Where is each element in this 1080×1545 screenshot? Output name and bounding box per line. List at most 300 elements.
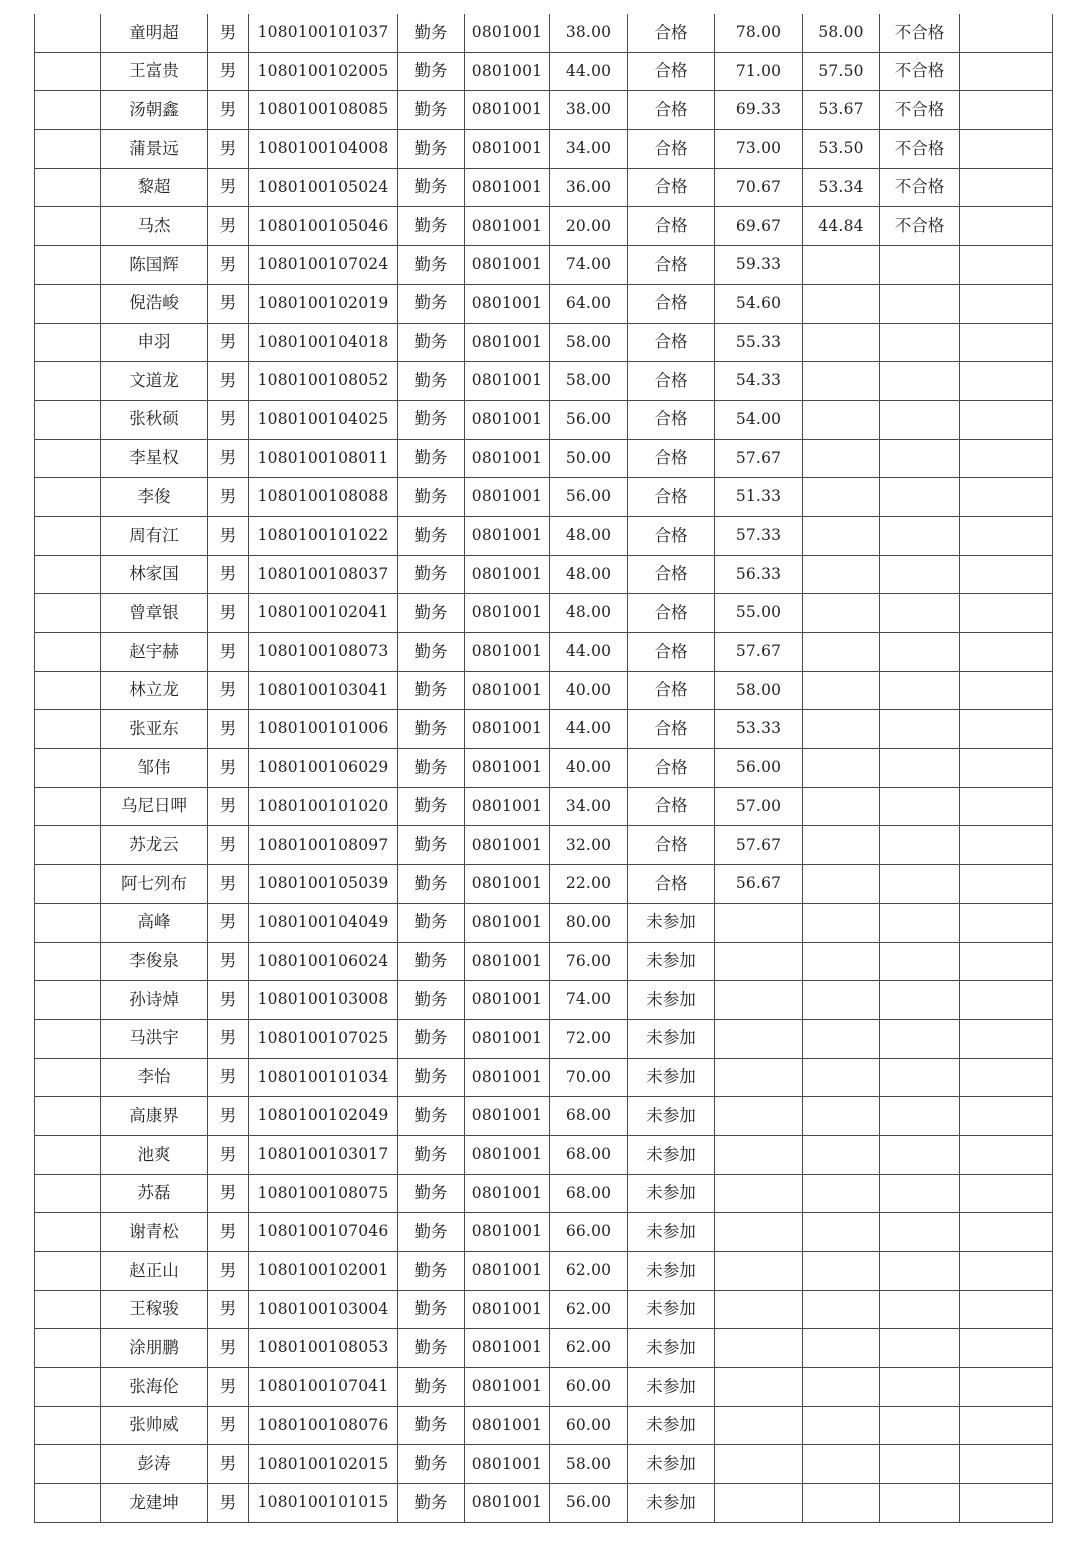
table-row [35, 1097, 1053, 1136]
total-score-cell [803, 1252, 880, 1291]
row-index-cell [35, 400, 101, 439]
final-result-cell [880, 1329, 960, 1368]
interview-score-cell [715, 1019, 803, 1058]
position-cell: 勤务 [398, 1058, 465, 1097]
candidate-name-cell: 张帅威 [101, 1406, 208, 1445]
exam-id-cell: 1080100108052 [249, 362, 398, 401]
total-score-cell [803, 1368, 880, 1407]
physical-result-cell: 合格 [628, 439, 715, 478]
table-row [35, 1290, 1053, 1329]
physical-result-cell: 未参加 [628, 1484, 715, 1523]
table-row [35, 1135, 1053, 1174]
table-row [35, 130, 1053, 169]
final-result-cell: 不合格 [880, 207, 960, 246]
gender-cell: 男 [208, 981, 249, 1020]
remark-cell [960, 1213, 1053, 1252]
position-code-cell: 0801001 [465, 594, 550, 633]
final-result-cell [880, 1058, 960, 1097]
remark-cell [960, 1484, 1053, 1523]
remark-cell [960, 168, 1053, 207]
gender-cell: 男 [208, 710, 249, 749]
position-code-cell: 0801001 [465, 787, 550, 826]
table-row [35, 1329, 1053, 1368]
physical-result-cell: 未参加 [628, 1058, 715, 1097]
interview-score-cell [715, 1406, 803, 1445]
table-row [35, 1252, 1053, 1291]
remark-cell [960, 323, 1053, 362]
candidate-name-cell: 王富贵 [101, 52, 208, 91]
gender-cell: 男 [208, 555, 249, 594]
written-score-cell: 48.00 [550, 516, 628, 555]
physical-result-cell: 合格 [628, 671, 715, 710]
table-row [35, 749, 1053, 788]
candidate-name-cell: 张亚东 [101, 710, 208, 749]
final-result-cell [880, 400, 960, 439]
position-cell: 勤务 [398, 478, 465, 517]
remark-cell [960, 1058, 1053, 1097]
remark-cell [960, 594, 1053, 633]
position-cell: 勤务 [398, 1445, 465, 1484]
position-code-cell: 0801001 [465, 168, 550, 207]
position-cell: 勤务 [398, 1368, 465, 1407]
written-score-cell: 56.00 [550, 1484, 628, 1523]
table-row [35, 903, 1053, 942]
interview-score-cell [715, 1445, 803, 1484]
written-score-cell: 58.00 [550, 1445, 628, 1484]
interview-score-cell: 57.67 [715, 826, 803, 865]
candidate-name-cell: 曾章银 [101, 594, 208, 633]
final-result-cell [880, 1445, 960, 1484]
final-result-cell [880, 826, 960, 865]
physical-result-cell: 未参加 [628, 1019, 715, 1058]
table-row [35, 400, 1053, 439]
row-index-cell [35, 1252, 101, 1291]
row-index-cell [35, 1445, 101, 1484]
written-score-cell: 60.00 [550, 1406, 628, 1445]
table-row [35, 1174, 1053, 1213]
written-score-cell: 36.00 [550, 168, 628, 207]
remark-cell [960, 91, 1053, 130]
position-cell: 勤务 [398, 207, 465, 246]
remark-cell [960, 1368, 1053, 1407]
position-cell: 勤务 [398, 14, 465, 52]
remark-cell [960, 671, 1053, 710]
exam-id-cell: 1080100102001 [249, 1252, 398, 1291]
interview-score-cell [715, 1290, 803, 1329]
row-index-cell [35, 323, 101, 362]
written-score-cell: 70.00 [550, 1058, 628, 1097]
position-cell: 勤务 [398, 1290, 465, 1329]
row-index-cell [35, 671, 101, 710]
position-cell: 勤务 [398, 1213, 465, 1252]
exam-id-cell: 1080100104049 [249, 903, 398, 942]
interview-score-cell: 56.67 [715, 865, 803, 904]
exam-id-cell: 1080100102019 [249, 284, 398, 323]
row-index-cell [35, 168, 101, 207]
position-code-cell: 0801001 [465, 1290, 550, 1329]
candidate-name-cell: 邹伟 [101, 749, 208, 788]
gender-cell: 男 [208, 633, 249, 672]
candidate-name-cell: 王稼骏 [101, 1290, 208, 1329]
position-cell: 勤务 [398, 1484, 465, 1523]
candidate-name-cell: 张秋硕 [101, 400, 208, 439]
table-row [35, 942, 1053, 981]
position-code-cell: 0801001 [465, 362, 550, 401]
remark-cell [960, 1329, 1053, 1368]
table-row [35, 168, 1053, 207]
gender-cell: 男 [208, 942, 249, 981]
candidate-name-cell: 李怡 [101, 1058, 208, 1097]
candidate-name-cell: 龙建坤 [101, 1484, 208, 1523]
candidate-name-cell: 李星权 [101, 439, 208, 478]
interview-score-cell: 55.33 [715, 323, 803, 362]
candidate-name-cell: 申羽 [101, 323, 208, 362]
remark-cell [960, 284, 1053, 323]
total-score-cell: 58.00 [803, 14, 880, 52]
final-result-cell [880, 1213, 960, 1252]
remark-cell [960, 1135, 1053, 1174]
row-index-cell [35, 710, 101, 749]
row-index-cell [35, 91, 101, 130]
gender-cell: 男 [208, 52, 249, 91]
position-cell: 勤务 [398, 168, 465, 207]
position-cell: 勤务 [398, 91, 465, 130]
row-index-cell [35, 130, 101, 169]
position-code-cell: 0801001 [465, 14, 550, 52]
written-score-cell: 72.00 [550, 1019, 628, 1058]
candidate-name-cell: 彭涛 [101, 1445, 208, 1484]
remark-cell [960, 516, 1053, 555]
remark-cell [960, 246, 1053, 285]
physical-result-cell: 合格 [628, 749, 715, 788]
final-result-cell: 不合格 [880, 168, 960, 207]
interview-score-cell [715, 1252, 803, 1291]
interview-score-cell [715, 1213, 803, 1252]
physical-result-cell: 合格 [628, 516, 715, 555]
exam-id-cell: 1080100108037 [249, 555, 398, 594]
total-score-cell [803, 1058, 880, 1097]
final-result-cell [880, 284, 960, 323]
interview-score-cell: 73.00 [715, 130, 803, 169]
position-code-cell: 0801001 [465, 903, 550, 942]
gender-cell: 男 [208, 400, 249, 439]
position-cell: 勤务 [398, 246, 465, 285]
final-result-cell [880, 1290, 960, 1329]
interview-score-cell: 57.33 [715, 516, 803, 555]
written-score-cell: 80.00 [550, 903, 628, 942]
exam-id-cell: 1080100108097 [249, 826, 398, 865]
exam-id-cell: 1080100101006 [249, 710, 398, 749]
position-cell: 勤务 [398, 671, 465, 710]
final-result-cell [880, 1252, 960, 1291]
exam-id-cell: 1080100102041 [249, 594, 398, 633]
gender-cell: 男 [208, 323, 249, 362]
remark-cell [960, 981, 1053, 1020]
written-score-cell: 22.00 [550, 865, 628, 904]
gender-cell: 男 [208, 1406, 249, 1445]
position-cell: 勤务 [398, 594, 465, 633]
physical-result-cell: 合格 [628, 323, 715, 362]
position-cell: 勤务 [398, 1019, 465, 1058]
final-result-cell [880, 439, 960, 478]
row-index-cell [35, 981, 101, 1020]
remark-cell [960, 1174, 1053, 1213]
candidate-name-cell: 赵宇赫 [101, 633, 208, 672]
row-index-cell [35, 1484, 101, 1523]
exam-id-cell: 1080100107025 [249, 1019, 398, 1058]
gender-cell: 男 [208, 1368, 249, 1407]
final-result-cell [880, 1406, 960, 1445]
row-index-cell [35, 1174, 101, 1213]
physical-result-cell: 未参加 [628, 1097, 715, 1136]
interview-score-cell: 56.00 [715, 749, 803, 788]
table-row [35, 671, 1053, 710]
remark-cell [960, 942, 1053, 981]
position-cell: 勤务 [398, 1329, 465, 1368]
position-code-cell: 0801001 [465, 1406, 550, 1445]
total-score-cell [803, 246, 880, 285]
remark-cell [960, 1252, 1053, 1291]
exam-id-cell: 1080100106024 [249, 942, 398, 981]
gender-cell: 男 [208, 1252, 249, 1291]
written-score-cell: 32.00 [550, 826, 628, 865]
table-row [35, 826, 1053, 865]
gender-cell: 男 [208, 1445, 249, 1484]
interview-score-cell: 57.67 [715, 633, 803, 672]
table-row [35, 1406, 1053, 1445]
final-result-cell [880, 1097, 960, 1136]
gender-cell: 男 [208, 478, 249, 517]
position-cell: 勤务 [398, 1406, 465, 1445]
table-row [35, 1445, 1053, 1484]
row-index-cell [35, 749, 101, 788]
gender-cell: 男 [208, 439, 249, 478]
total-score-cell [803, 1174, 880, 1213]
position-cell: 勤务 [398, 323, 465, 362]
final-result-cell [880, 1368, 960, 1407]
position-code-cell: 0801001 [465, 400, 550, 439]
gender-cell: 男 [208, 1213, 249, 1252]
row-index-cell [35, 516, 101, 555]
table-row [35, 246, 1053, 285]
written-score-cell: 56.00 [550, 400, 628, 439]
remark-cell [960, 207, 1053, 246]
table-row [35, 633, 1053, 672]
written-score-cell: 68.00 [550, 1135, 628, 1174]
position-cell: 勤务 [398, 1252, 465, 1291]
candidate-name-cell: 池爽 [101, 1135, 208, 1174]
written-score-cell: 20.00 [550, 207, 628, 246]
candidate-name-cell: 林立龙 [101, 671, 208, 710]
physical-result-cell: 未参加 [628, 1445, 715, 1484]
position-code-cell: 0801001 [465, 1097, 550, 1136]
row-index-cell [35, 594, 101, 633]
total-score-cell [803, 1097, 880, 1136]
total-score-cell [803, 1290, 880, 1329]
exam-id-cell: 1080100101020 [249, 787, 398, 826]
interview-score-cell: 55.00 [715, 594, 803, 633]
gender-cell: 男 [208, 865, 249, 904]
physical-result-cell: 合格 [628, 787, 715, 826]
position-code-cell: 0801001 [465, 1135, 550, 1174]
final-result-cell: 不合格 [880, 91, 960, 130]
position-cell: 勤务 [398, 865, 465, 904]
interview-score-cell [715, 1368, 803, 1407]
candidate-name-cell: 周有江 [101, 516, 208, 555]
position-code-cell: 0801001 [465, 516, 550, 555]
row-index-cell [35, 826, 101, 865]
row-index-cell [35, 1097, 101, 1136]
exam-id-cell: 1080100105039 [249, 865, 398, 904]
exam-id-cell: 1080100108073 [249, 633, 398, 672]
exam-id-cell: 1080100106029 [249, 749, 398, 788]
interview-score-cell [715, 1135, 803, 1174]
exam-id-cell: 1080100108053 [249, 1329, 398, 1368]
interview-score-cell: 71.00 [715, 52, 803, 91]
position-code-cell: 0801001 [465, 1019, 550, 1058]
exam-id-cell: 1080100105024 [249, 168, 398, 207]
interview-score-cell [715, 1097, 803, 1136]
exam-id-cell: 1080100103004 [249, 1290, 398, 1329]
final-result-cell [880, 633, 960, 672]
candidate-name-cell: 赵正山 [101, 1252, 208, 1291]
total-score-cell [803, 323, 880, 362]
interview-score-cell: 58.00 [715, 671, 803, 710]
final-result-cell: 不合格 [880, 14, 960, 52]
physical-result-cell: 未参加 [628, 1135, 715, 1174]
remark-cell [960, 1290, 1053, 1329]
final-result-cell [880, 1019, 960, 1058]
final-result-cell [880, 246, 960, 285]
physical-result-cell: 合格 [628, 207, 715, 246]
candidate-name-cell: 高康界 [101, 1097, 208, 1136]
position-code-cell: 0801001 [465, 284, 550, 323]
interview-score-cell: 54.33 [715, 362, 803, 401]
row-index-cell [35, 14, 101, 52]
final-result-cell [880, 323, 960, 362]
position-cell: 勤务 [398, 633, 465, 672]
gender-cell: 男 [208, 130, 249, 169]
exam-id-cell: 1080100103017 [249, 1135, 398, 1174]
physical-result-cell: 合格 [628, 362, 715, 401]
gender-cell: 男 [208, 516, 249, 555]
table-row [35, 207, 1053, 246]
remark-cell [960, 400, 1053, 439]
candidate-name-cell: 马杰 [101, 207, 208, 246]
row-index-cell [35, 246, 101, 285]
written-score-cell: 40.00 [550, 749, 628, 788]
position-cell: 勤务 [398, 284, 465, 323]
interview-score-cell: 53.33 [715, 710, 803, 749]
candidate-name-cell: 黎超 [101, 168, 208, 207]
interview-score-cell: 69.67 [715, 207, 803, 246]
row-index-cell [35, 207, 101, 246]
candidate-name-cell: 童明超 [101, 14, 208, 52]
remark-cell [960, 903, 1053, 942]
written-score-cell: 74.00 [550, 246, 628, 285]
physical-result-cell: 合格 [628, 91, 715, 130]
written-score-cell: 62.00 [550, 1329, 628, 1368]
gender-cell: 男 [208, 671, 249, 710]
final-result-cell [880, 478, 960, 517]
total-score-cell [803, 478, 880, 517]
written-score-cell: 48.00 [550, 555, 628, 594]
final-result-cell: 不合格 [880, 52, 960, 91]
candidate-name-cell: 蒲景远 [101, 130, 208, 169]
final-result-cell [880, 594, 960, 633]
gender-cell: 男 [208, 1484, 249, 1523]
row-index-cell [35, 478, 101, 517]
remark-cell [960, 1019, 1053, 1058]
position-code-cell: 0801001 [465, 439, 550, 478]
candidate-name-cell: 倪浩峻 [101, 284, 208, 323]
written-score-cell: 62.00 [550, 1252, 628, 1291]
final-result-cell [880, 1484, 960, 1523]
row-index-cell [35, 787, 101, 826]
total-score-cell [803, 555, 880, 594]
position-code-cell: 0801001 [465, 710, 550, 749]
written-score-cell: 50.00 [550, 439, 628, 478]
physical-result-cell: 未参加 [628, 903, 715, 942]
interview-score-cell: 69.33 [715, 91, 803, 130]
total-score-cell [803, 787, 880, 826]
candidate-name-cell: 涂朋鹏 [101, 1329, 208, 1368]
remark-cell [960, 1097, 1053, 1136]
written-score-cell: 44.00 [550, 52, 628, 91]
remark-cell [960, 478, 1053, 517]
position-code-cell: 0801001 [465, 749, 550, 788]
interview-score-cell: 57.00 [715, 787, 803, 826]
gender-cell: 男 [208, 826, 249, 865]
written-score-cell: 34.00 [550, 130, 628, 169]
final-result-cell [880, 981, 960, 1020]
position-code-cell: 0801001 [465, 478, 550, 517]
position-code-cell: 0801001 [465, 981, 550, 1020]
remark-cell [960, 1445, 1053, 1484]
physical-result-cell: 合格 [628, 710, 715, 749]
row-index-cell [35, 439, 101, 478]
table-row [35, 787, 1053, 826]
table-row [35, 284, 1053, 323]
gender-cell: 男 [208, 362, 249, 401]
candidate-name-cell: 李俊泉 [101, 942, 208, 981]
table-row [35, 594, 1053, 633]
interview-score-cell [715, 1484, 803, 1523]
final-result-cell [880, 903, 960, 942]
final-result-cell [880, 710, 960, 749]
table-row [35, 52, 1053, 91]
final-result-cell [880, 555, 960, 594]
gender-cell: 男 [208, 1019, 249, 1058]
exam-id-cell: 1080100104018 [249, 323, 398, 362]
physical-result-cell: 合格 [628, 168, 715, 207]
written-score-cell: 44.00 [550, 710, 628, 749]
candidate-name-cell: 陈国辉 [101, 246, 208, 285]
exam-id-cell: 1080100108076 [249, 1406, 398, 1445]
final-result-cell [880, 671, 960, 710]
physical-result-cell: 合格 [628, 633, 715, 672]
position-cell: 勤务 [398, 439, 465, 478]
exam-id-cell: 1080100108085 [249, 91, 398, 130]
interview-score-cell [715, 1058, 803, 1097]
total-score-cell: 53.50 [803, 130, 880, 169]
interview-score-cell [715, 1329, 803, 1368]
gender-cell: 男 [208, 168, 249, 207]
written-score-cell: 62.00 [550, 1290, 628, 1329]
remark-cell [960, 710, 1053, 749]
total-score-cell [803, 1445, 880, 1484]
remark-cell [960, 52, 1053, 91]
